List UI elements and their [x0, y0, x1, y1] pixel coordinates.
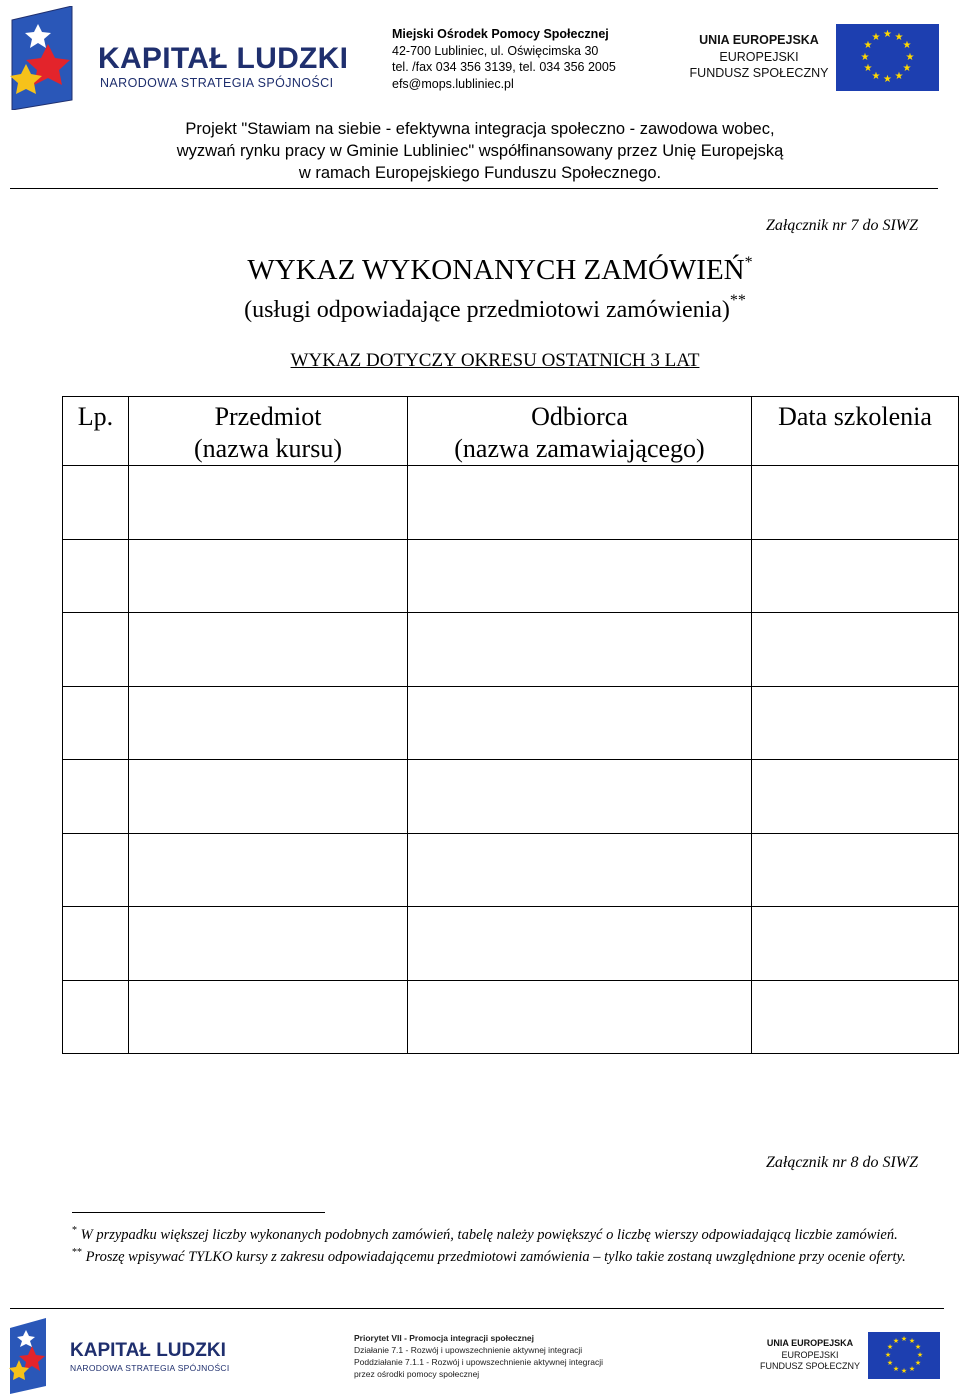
period-heading: WYKAZ DOTYCZY OKRESU OSTATNICH 3 LAT: [290, 350, 700, 371]
eu-label-line2: EUROPEJSKI: [719, 49, 799, 64]
table-cell[interactable]: [63, 833, 129, 907]
svg-text:★: ★: [860, 52, 870, 63]
svg-text:★: ★: [900, 1335, 908, 1343]
svg-text:★: ★: [886, 1343, 894, 1351]
table-cell[interactable]: [63, 539, 129, 613]
svg-text:★: ★: [863, 40, 873, 51]
table-cell[interactable]: [752, 833, 959, 907]
table-cell[interactable]: [408, 539, 752, 613]
footer-info-line4: przez ośrodki pomocy społecznej: [354, 1369, 480, 1379]
footer-eu-line1: UNIA EUROPEJSKA: [766, 1338, 854, 1348]
svg-text:★: ★: [892, 1365, 900, 1373]
table-cell[interactable]: [752, 907, 959, 981]
svg-text:★: ★: [894, 71, 904, 82]
svg-text:★: ★: [886, 1359, 894, 1367]
office-name: Miejski Ośrodek Pomocy Społecznej: [392, 27, 609, 41]
footer-kapital-ludzki-flag-icon: [8, 1318, 52, 1394]
project-description: [0, 118, 960, 184]
svg-text:★: ★: [905, 52, 915, 63]
eu-label-block: [685, 32, 833, 82]
orders-table: [62, 396, 959, 1054]
footer-info-line1: Priorytet VII - Promocja integracji społecznej: [354, 1333, 534, 1343]
project-line3: w ramach Europejskiego Funduszu Społecznego.: [298, 164, 662, 182]
annex-label-top: Załącznik nr 7 do SIWZ: [766, 217, 918, 234]
footer-eu-line2: EUROPEJSKI: [781, 1349, 839, 1360]
table-cell[interactable]: [129, 613, 408, 687]
office-address: 42-700 Lubliniec, ul. Oświęcimska 30: [392, 43, 599, 58]
svg-text:★: ★: [914, 1343, 922, 1351]
table-cell[interactable]: [408, 907, 752, 981]
svg-text:★: ★: [902, 40, 912, 51]
table-cell[interactable]: [63, 907, 129, 981]
footer-info-line3: Poddziałanie 7.1.1 - Rozwój i upowszechnienie aktywnej integracji: [354, 1357, 603, 1367]
svg-text:★: ★: [894, 32, 904, 43]
column-header-lp-label: Lp.: [77, 402, 114, 431]
office-phone: tel. /fax 034 356 3139, tel. 034 356 2005: [392, 60, 616, 74]
footer-program-info: [354, 1332, 603, 1380]
footer-divider: [10, 1308, 944, 1309]
table-cell[interactable]: [63, 613, 129, 687]
eu-label-line3: FUNDUSZ SPOŁECZNY: [689, 66, 829, 80]
table-header-row: [63, 397, 959, 466]
document-subtitle: [0, 292, 960, 324]
table-cell[interactable]: [752, 686, 959, 760]
kapital-ludzki-flag-icon: [8, 6, 90, 110]
column-header-recipient-sub: (nazwa zamawiającego): [454, 434, 705, 463]
svg-text:★: ★: [908, 1365, 916, 1373]
column-header-date: [752, 397, 959, 466]
table-row: [63, 686, 959, 760]
kapital-ludzki-title: KAPITAŁ LUDZKI: [98, 42, 349, 75]
office-email: efs@mops.lubliniec.pl: [392, 76, 514, 91]
footnote-1: [72, 1222, 920, 1244]
table-body: [63, 466, 959, 1054]
column-header-subject-sub: (nazwa kursu): [194, 434, 342, 463]
footnote-2: [72, 1244, 920, 1266]
svg-text:★: ★: [892, 1337, 900, 1345]
column-header-recipient: [408, 397, 752, 466]
title-footnote-mark: *: [744, 254, 753, 271]
table-row: [63, 980, 959, 1054]
kapital-ludzki-subtitle: NARODOWA STRATEGIA SPÓJNOŚCI: [100, 76, 334, 90]
table-cell[interactable]: [129, 907, 408, 981]
column-header-date-label: Data szkolenia: [778, 402, 932, 431]
table-cell[interactable]: [63, 980, 129, 1054]
svg-text:★: ★: [871, 71, 881, 82]
svg-text:★: ★: [883, 74, 892, 85]
footnotes: [72, 1222, 920, 1266]
footer-kapital-ludzki-subtitle: NARODOWA STRATEGIA SPÓJNOŚCI: [70, 1363, 230, 1373]
footer-eu-flag-icon: [868, 1332, 940, 1379]
table-row: [63, 760, 959, 834]
footer-eu-line3: FUNDUSZ SPOŁECZNY: [760, 1361, 861, 1371]
document-title: [0, 254, 960, 287]
svg-text:★: ★: [884, 1351, 892, 1359]
table-row: [63, 539, 959, 613]
svg-text:★: ★: [902, 63, 912, 74]
column-header-lp: [63, 397, 129, 466]
column-header-recipient-label: Odbiorca: [531, 402, 628, 431]
table-row: [63, 907, 959, 981]
table-row: [63, 466, 959, 540]
project-line1: Projekt "Stawiam na siebie - efektywna integracja społeczno - zawodowa wobec,: [185, 120, 775, 138]
table-cell[interactable]: [129, 539, 408, 613]
table-cell[interactable]: [63, 686, 129, 760]
table-cell[interactable]: [63, 760, 129, 834]
svg-text:★: ★: [914, 1359, 922, 1367]
table-cell[interactable]: [408, 833, 752, 907]
svg-text:★: ★: [883, 29, 892, 40]
footnote-1-text: W przypadku większej liczby wykonanych podobnych zamówień, tabelę należy powiększyć o liczbę wierszy odpowiadającą liczbie zamówień.: [77, 1227, 898, 1243]
table-cell[interactable]: [63, 466, 129, 540]
eu-flag-icon: [836, 24, 939, 91]
page-header: [0, 0, 960, 190]
table-cell[interactable]: [752, 466, 959, 540]
table-cell[interactable]: [752, 760, 959, 834]
header-divider: [10, 188, 938, 189]
subtitle-footnote-mark: **: [729, 292, 746, 309]
office-contact-block: [392, 26, 616, 92]
kapital-ludzki-logo: [8, 6, 349, 110]
footer-kapital-ludzki-title: KAPITAŁ LUDZKI: [70, 1340, 226, 1361]
table-cell[interactable]: [129, 466, 408, 540]
footnote-2-text: Proszę wpisywać TYLKO kursy z zakresu odpowiadającemu przedmiotowi zamówienia – tylko takie zostaną uwzględnione przy ocenie oferty.: [82, 1249, 906, 1265]
table-cell[interactable]: [752, 539, 959, 613]
footnote-2-mark: **: [72, 1247, 82, 1258]
svg-text:★: ★: [863, 63, 873, 74]
table-cell[interactable]: [408, 980, 752, 1054]
table-cell[interactable]: [408, 613, 752, 687]
svg-text:★: ★: [900, 1367, 908, 1375]
project-line2: wyzwań rynku pracy w Gminie Lubliniec" współfinansowany przez Unię Europejską: [176, 142, 784, 160]
table-cell[interactable]: [129, 980, 408, 1054]
annex-label-bottom: Załącznik nr 8 do SIWZ: [766, 1154, 918, 1171]
eu-label-line1: UNIA EUROPEJSKA: [699, 33, 819, 47]
svg-text:★: ★: [908, 1337, 916, 1345]
footer-info-line2: Działanie 7.1 - Rozwój i upowszechnienie aktywnej integracji: [354, 1345, 583, 1355]
table-cell[interactable]: [408, 760, 752, 834]
table-cell[interactable]: [408, 466, 752, 540]
column-header-subject: [129, 397, 408, 466]
table-cell[interactable]: [129, 686, 408, 760]
footer-eu-label-block: [760, 1338, 860, 1373]
footnote-divider: [72, 1212, 325, 1213]
table-cell[interactable]: [752, 613, 959, 687]
document-subtitle-text: (usługi odpowiadające przedmiotowi zamówienia): [244, 297, 730, 323]
table-row: [63, 833, 959, 907]
table-cell[interactable]: [752, 980, 959, 1054]
document-title-text: WYKAZ WYKONANYCH ZAMÓWIEŃ: [247, 254, 745, 286]
footnote-1-mark: *: [72, 1225, 77, 1236]
table-cell[interactable]: [408, 686, 752, 760]
table-cell[interactable]: [129, 833, 408, 907]
table-row: [63, 613, 959, 687]
svg-text:★: ★: [916, 1351, 924, 1359]
footer-kapital-ludzki-logo: [8, 1318, 248, 1394]
svg-text:★: ★: [871, 32, 881, 43]
column-header-subject-label: Przedmiot: [214, 402, 322, 431]
table-cell[interactable]: [129, 760, 408, 834]
